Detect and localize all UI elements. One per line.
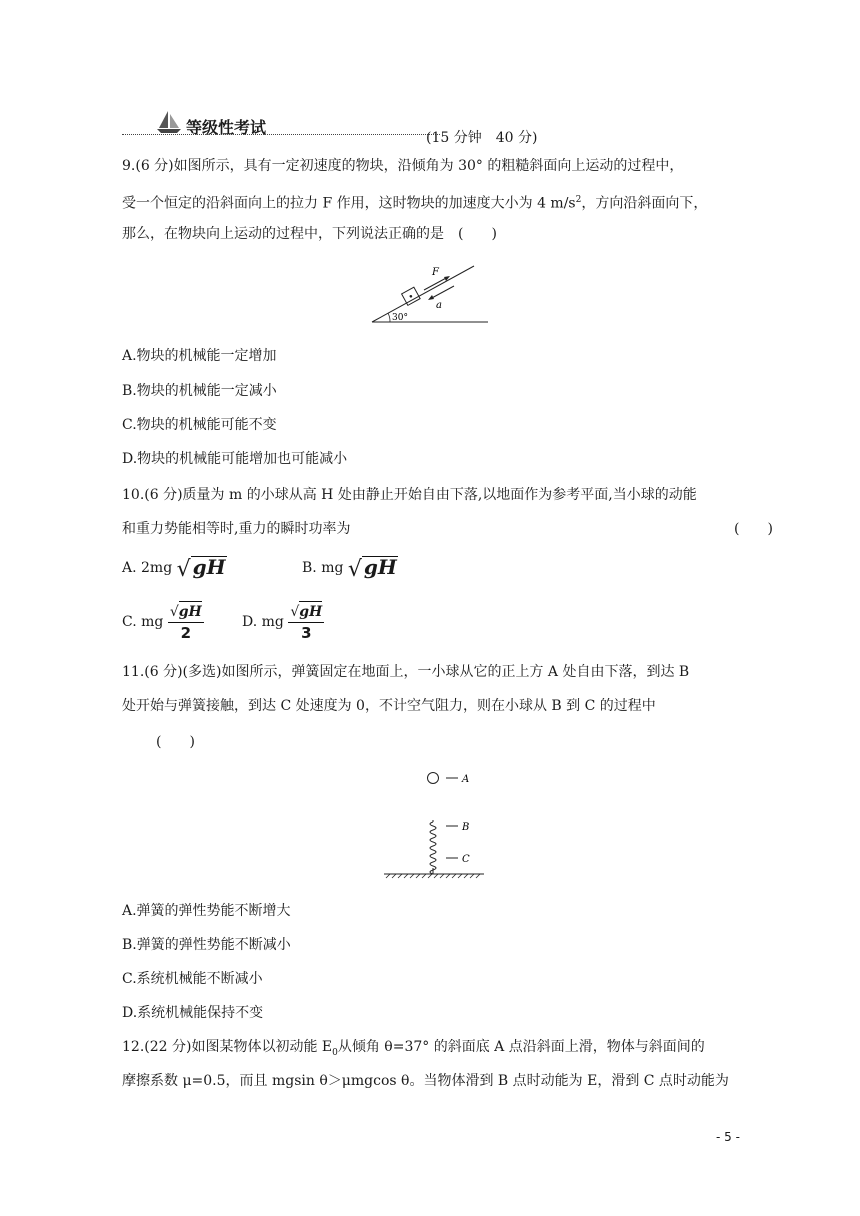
q9-line-3: 那么，在物块向上运动的过程中，下列说法正确的是 ( )	[122, 226, 497, 242]
q10-line-1: 10.(6 分)质量为 m 的小球从高 H 处由静止开始自由下落,以地面作为参考平面,当小球的动能	[122, 487, 697, 503]
q10-option-a: A. 2mg √ gH	[122, 555, 226, 582]
q10-option-d: D. mg $\frac{√gH}{3}$	[242, 601, 324, 643]
q11-line-1: 11.(6 分)(多选)如图所示，弹簧固定在地面上，一小球从它的正上方 A 处自由下落，到达 B	[122, 664, 690, 680]
q11-line-3: ( )	[156, 734, 195, 750]
accel-label: a	[436, 300, 442, 311]
incline-figure	[368, 258, 494, 328]
force-label: F	[432, 267, 439, 278]
time-score: (15 分钟 40 分)	[426, 130, 538, 146]
q10-option-c: C. mg $\frac{√gH}{2}$	[122, 601, 204, 643]
q10-paren: ( )	[734, 521, 773, 537]
q9-line-2: 受一个恒定的沿斜面向上的拉力 F 作用，这时物块的加速度大小为 4 $m/s^2$，方向沿斜面向下，	[122, 195, 708, 212]
angle-label: 30°	[392, 313, 408, 323]
q11-line-2: 处开始与弹簧接触，到达 C 处速度为 0，不计空气阻力，则在小球从 B 到 C 的过程中	[122, 698, 656, 714]
q9-option-d: D.物块的机械能可能增加也可能减小	[122, 451, 348, 467]
fraction: $\frac{√gH}{3}$	[288, 601, 324, 643]
q11-option-b: B.弹簧的弹性势能不断减小	[122, 937, 291, 953]
page-number: - 5 -	[716, 1130, 740, 1144]
label-c: C	[462, 854, 470, 865]
q12-line-2: 摩擦系数 μ=0.5，而且 mgsin θ＞μmgcos θ。当物体滑到 B 点时动能为 E，滑到 C 点时动能为	[122, 1073, 729, 1089]
q12-line-1: 12.(22 分)如图某物体以初动能 $E_0$从倾角 θ=37° 的斜面底 A 点沿斜面上滑，物体与斜面间的	[122, 1039, 705, 1058]
spring-figure	[380, 764, 490, 884]
q9-option-b: B.物块的机械能一定减小	[122, 383, 277, 399]
q11-option-a: A.弹簧的弹性势能不断增大	[122, 903, 291, 919]
q9-option-a: A.物块的机械能一定增加	[122, 348, 277, 364]
section-title: 等级性考试	[186, 118, 267, 137]
label-a: A	[462, 774, 470, 785]
sqrt-symbol: √ gH	[176, 555, 226, 582]
label-b: B	[462, 822, 470, 833]
q10-line-2: 和重力势能相等时,重力的瞬时功率为	[122, 521, 351, 537]
header-divider	[122, 134, 440, 135]
sqrt-symbol: √ gH	[347, 555, 397, 582]
q11-option-c: C.系统机械能不断减小	[122, 971, 263, 987]
q9-line-1: 9.(6 分)如图所示，具有一定初速度的物块，沿倾角为 30° 的粗糙斜面向上运动的过程中，	[122, 158, 684, 174]
fraction: $\frac{√gH}{2}$	[168, 601, 204, 643]
q10-option-b: B. mg √ gH	[302, 555, 397, 582]
sailboat-icon	[156, 110, 182, 134]
q9-option-c: C.物块的机械能可能不变	[122, 417, 277, 433]
q11-option-d: D.系统机械能保持不变	[122, 1005, 264, 1021]
